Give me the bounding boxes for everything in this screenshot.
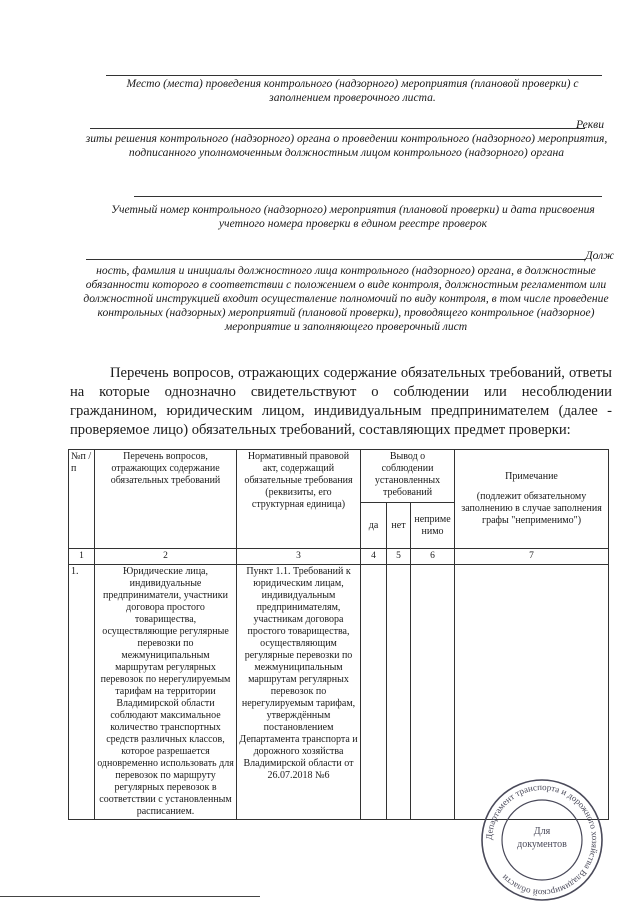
col-number: 7 [455, 549, 609, 565]
seal-ring-text: Департамент транспорта и дорожного хозяйства Владимирской области [483, 781, 601, 899]
footer-rule [0, 896, 260, 897]
row-answer-no[interactable] [387, 565, 411, 820]
header-legal-act: Нормативный правовой акт, содержащий обязательные требования (реквизиты, его структурная единица) [237, 450, 361, 549]
caption-official: ность, фамилия и инициалы должностного лица контрольного (надзорного) органа, в должностные обязанности которого в соответствии с положением о виде контроля, должностным регламентом или должностной инструкцией входит осуществление полномочий по виду контроля, в том числе проведение контрольных (надзорных) мероприятий (плановой проверки), проводящего контрольное (надзорное) мероприятие и заполняющего проверочный лист [83, 264, 609, 333]
header-note-sub: (подлежит обязательному заполнению в случае заполнения графы "неприменимо") [461, 491, 602, 526]
requirements-table [68, 449, 609, 820]
row-legal-act: Пункт 1.1. Требований к юридическим лицам, индивидуальным предпринимателям, участникам договора простого товарищества, осуществляющим регулярные перевозки по межмуниципальным маршрутам регулярных перевозок по нерегулируемым тарифам, утверждённым постановлением Департамента транспорта и дорожного хозяйства Владимирской области от 26.07.2018 №6 [237, 565, 361, 820]
checklist-heading-text: Перечень вопросов, отражающих содержание обязательных требований, ответы на которые однозначно свидетельствуют о соблюдении или несоблюдении гражданином, юридическим лицом, индивидуальным предпринимателем (далее - проверяемое лицо) обязательных требований, составляющих предмет проверки: [70, 365, 612, 438]
col-number: 2 [95, 549, 237, 565]
col-number: 5 [387, 549, 411, 565]
caption-requisites: зиты решения контрольного (надзорного) органа о проведении контрольного (надзорного) мероприятия, подписанного уполномоченным должностным лицом контрольного (надзорного) органа [85, 132, 608, 159]
row-question: Юридические лица, индивидуальные предприниматели, участники договора простого товарищества, осуществляющие регулярные перевозки по межмуниципальным маршрутам регулярных перевозок по нерегулируемым тарифам на территории Владимирской области соблюдают максимальное количество транспортных средств различных классов, которое разрешается одновременно использовать для перевозок по маршруту регулярных перевозок в соответствии с установленным расписанием. [95, 565, 237, 820]
fill-line-official [86, 259, 586, 260]
column-number-row [69, 549, 609, 565]
checklist-heading [70, 364, 612, 440]
caption-place: Место (места) проведения контрольного (надзорного) мероприятия (плановой проверки) с заполнением проверочного листа. [126, 77, 579, 104]
header-na: неприменимо [411, 503, 455, 549]
col-number: 1 [69, 549, 95, 565]
caption-account: Учетный номер контрольного (надзорного) мероприятия (плановой проверки) и дата присвоения учетного номера проверки в едином реестре проверок [111, 203, 595, 230]
col-number: 4 [361, 549, 387, 565]
col-number: 3 [237, 549, 361, 565]
header-note-title: Примечание [505, 471, 558, 482]
header-note [455, 450, 609, 549]
seal-center-line1: Для [533, 826, 551, 837]
fill-line-requisites [90, 128, 585, 129]
fill-line-account [134, 196, 602, 197]
header-compliance: Вывод о соблюдении установленных требований [361, 450, 455, 503]
fill-line-place [106, 75, 602, 76]
header-questions: Перечень вопросов, отражающих содержание обязательных требований [95, 450, 237, 549]
row-answer-yes[interactable] [361, 565, 387, 820]
header-no: нет [387, 503, 411, 549]
caption-requisites-head: Рекви [575, 118, 604, 131]
row-num: 1. [69, 565, 95, 820]
row-answer-na[interactable] [411, 565, 455, 820]
header-row [69, 450, 609, 503]
caption-official-head: Долж [585, 249, 614, 262]
col-number: 6 [411, 549, 455, 565]
header-yes: да [361, 503, 387, 549]
round-seal-stamp [478, 776, 606, 904]
header-num: №п /п [69, 450, 95, 549]
seal-center-line2: документов [517, 839, 567, 850]
